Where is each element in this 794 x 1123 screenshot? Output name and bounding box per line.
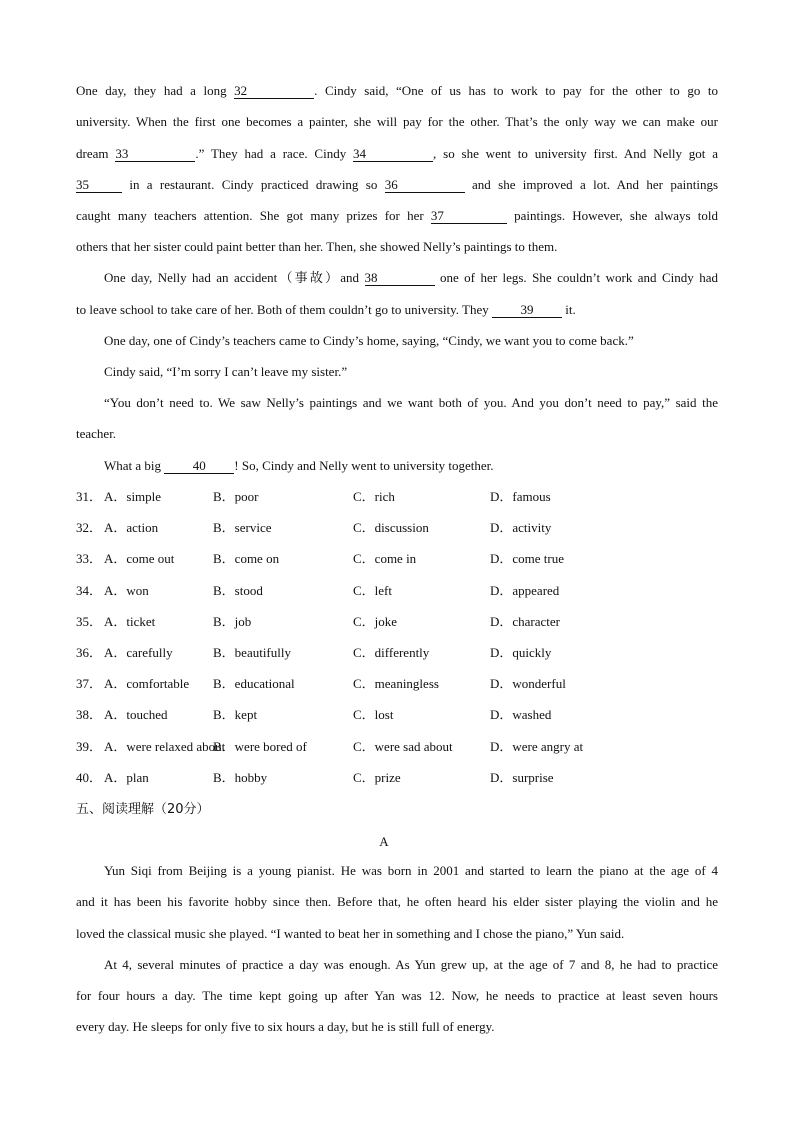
option-b[interactable]: B．job bbox=[213, 614, 252, 629]
blank-38[interactable]: 38 bbox=[365, 271, 435, 286]
option-d[interactable]: D．activity bbox=[490, 520, 552, 535]
option-b[interactable]: B．were bored of bbox=[213, 739, 307, 754]
option-d[interactable]: D．famous bbox=[490, 489, 551, 504]
passage-line bbox=[76, 82, 718, 100]
passage-text: One day, they had a long bbox=[76, 83, 227, 98]
question-number: 39． bbox=[76, 739, 103, 754]
option-a[interactable]: A．come out bbox=[104, 551, 175, 566]
reading-line: and it has been his favorite hobby since then. Before that, he often heard his elder sister playing the violin and he bbox=[76, 894, 718, 909]
option-d[interactable]: D．quickly bbox=[490, 645, 552, 660]
blank-37[interactable]: 37 bbox=[431, 209, 507, 224]
option-d[interactable]: D．appeared bbox=[490, 583, 560, 598]
passage-line: Cindy said, “I’m sorry I can’t leave my sister.” bbox=[104, 364, 348, 379]
question-number: 31． bbox=[76, 489, 103, 504]
passage-text: .” They had a race. Cindy bbox=[195, 146, 347, 161]
question-number: 35． bbox=[76, 614, 103, 629]
option-c[interactable]: C．left bbox=[353, 583, 392, 598]
option-b[interactable]: B．educational bbox=[213, 676, 295, 691]
blank-32[interactable]: 32 bbox=[234, 84, 314, 99]
option-b[interactable]: B．kept bbox=[213, 707, 258, 722]
passage-text: . Cindy said, “One of us has to work to pay for the other to go to bbox=[314, 83, 718, 98]
question-number: 37． bbox=[76, 676, 103, 691]
option-b[interactable]: B．service bbox=[213, 520, 272, 535]
passage-line bbox=[76, 207, 718, 225]
option-c[interactable]: C．rich bbox=[353, 489, 395, 504]
section-heading: 五、阅读理解（20分） bbox=[76, 802, 210, 817]
passage-line bbox=[76, 301, 576, 319]
option-b[interactable]: B．stood bbox=[213, 583, 263, 598]
option-d[interactable]: D．character bbox=[490, 614, 561, 629]
passage-line bbox=[104, 269, 718, 287]
passage-text: caught many teachers attention. She got many prizes for her bbox=[76, 208, 424, 223]
blank-36[interactable]: 36 bbox=[385, 178, 465, 193]
passage-line: university. When the first one becomes a painter, she will pay for the other. That’s the only way we can make our bbox=[76, 114, 718, 129]
question-number: 34． bbox=[76, 583, 103, 598]
option-d[interactable]: D．washed bbox=[490, 707, 552, 722]
option-a[interactable]: A．comfortable bbox=[104, 676, 190, 691]
passage-text: ! So, Cindy and Nelly went to university together. bbox=[234, 458, 494, 473]
passage-text: in a restaurant. Cindy practiced drawing so bbox=[129, 177, 378, 192]
option-a[interactable]: A．were relaxed about bbox=[104, 739, 226, 754]
option-a[interactable]: A．carefully bbox=[104, 645, 173, 660]
option-c[interactable]: C．prize bbox=[353, 770, 401, 785]
passage-text: it. bbox=[565, 302, 576, 317]
option-d[interactable]: D．come true bbox=[490, 551, 565, 566]
passage-line: teacher. bbox=[76, 426, 117, 441]
option-a[interactable]: A．touched bbox=[104, 707, 168, 722]
blank-33[interactable]: 33 bbox=[115, 147, 195, 162]
option-a[interactable]: A．action bbox=[104, 520, 159, 535]
option-c[interactable]: C．differently bbox=[353, 645, 430, 660]
option-a[interactable]: A．won bbox=[104, 583, 149, 598]
option-a[interactable]: A．plan bbox=[104, 770, 149, 785]
passage-text: , so she went to university first. And Nelly got a bbox=[433, 146, 719, 161]
reading-line: loved the classical music she played. “I wanted to beat her in something and I chose the piano,” Yun said. bbox=[76, 926, 625, 941]
option-a[interactable]: A．ticket bbox=[104, 614, 156, 629]
option-c[interactable]: C．come in bbox=[353, 551, 417, 566]
passage-text: One day, Nelly had an accident（事故）and bbox=[104, 270, 360, 285]
question-number: 40． bbox=[76, 770, 103, 785]
passage-line: One day, one of Cindy’s teachers came to Cindy’s home, saying, “Cindy, we want you to come back.” bbox=[104, 333, 634, 348]
passage-line bbox=[104, 457, 494, 475]
option-b[interactable]: B．poor bbox=[213, 489, 259, 504]
passage-line: “You don’t need to. We saw Nelly’s paintings and we want both of you. And you don’t need to pay,” said the bbox=[104, 395, 718, 410]
option-d[interactable]: D．surprise bbox=[490, 770, 554, 785]
question-number: 36． bbox=[76, 645, 103, 660]
blank-35[interactable]: 35 bbox=[76, 178, 122, 193]
reading-line: every day. He sleeps for only five to six hours a day, but he is still full of energy. bbox=[76, 1019, 495, 1034]
reading-line: for four hours a day. The time kept going up after Yan was 12. Now, he needs to practice at least seven hours bbox=[76, 988, 718, 1003]
option-b[interactable]: B．come on bbox=[213, 551, 280, 566]
blank-39[interactable]: 39 bbox=[492, 303, 562, 318]
option-c[interactable]: C．meaningless bbox=[353, 676, 439, 691]
blank-34[interactable]: 34 bbox=[353, 147, 433, 162]
blank-40[interactable]: 40 bbox=[164, 459, 234, 474]
option-c[interactable]: C．discussion bbox=[353, 520, 429, 535]
passage-text: paintings. However, she always told bbox=[514, 208, 719, 223]
passage-line bbox=[76, 176, 718, 194]
passage-text: to leave school to take care of her. Both of them couldn’t go to university. They bbox=[76, 302, 489, 317]
passage-line: others that her sister could paint better than her. Then, she showed Nelly’s paintings to them. bbox=[76, 239, 558, 254]
option-c[interactable]: C．lost bbox=[353, 707, 394, 722]
option-d[interactable]: D．wonderful bbox=[490, 676, 566, 691]
reading-line: Yun Siqi from Beijing is a young pianist. He was born in 2001 and started to learn the piano at the age of 4 bbox=[104, 863, 718, 878]
question-number: 38． bbox=[76, 707, 103, 722]
option-c[interactable]: C．were sad about bbox=[353, 739, 453, 754]
passage-text: and she improved a lot. And her paintings bbox=[472, 177, 719, 192]
passage-text: one of her legs. She couldn’t work and Cindy had bbox=[439, 270, 718, 285]
option-c[interactable]: C．joke bbox=[353, 614, 398, 629]
question-number: 32． bbox=[76, 520, 103, 535]
passage-text: dream bbox=[76, 146, 109, 161]
question-number: 33． bbox=[76, 551, 103, 566]
reading-line: At 4, several minutes of practice a day was enough. As Yun grew up, at the age of 7 and 8, he had to practice bbox=[104, 957, 718, 972]
option-b[interactable]: B．hobby bbox=[213, 770, 268, 785]
option-d[interactable]: D．were angry at bbox=[490, 739, 584, 754]
passage-label: A bbox=[379, 834, 389, 849]
passage-line bbox=[76, 145, 718, 163]
passage-text: What a big bbox=[104, 458, 162, 473]
option-b[interactable]: B．beautifully bbox=[213, 645, 291, 660]
option-a[interactable]: A．simple bbox=[104, 489, 162, 504]
